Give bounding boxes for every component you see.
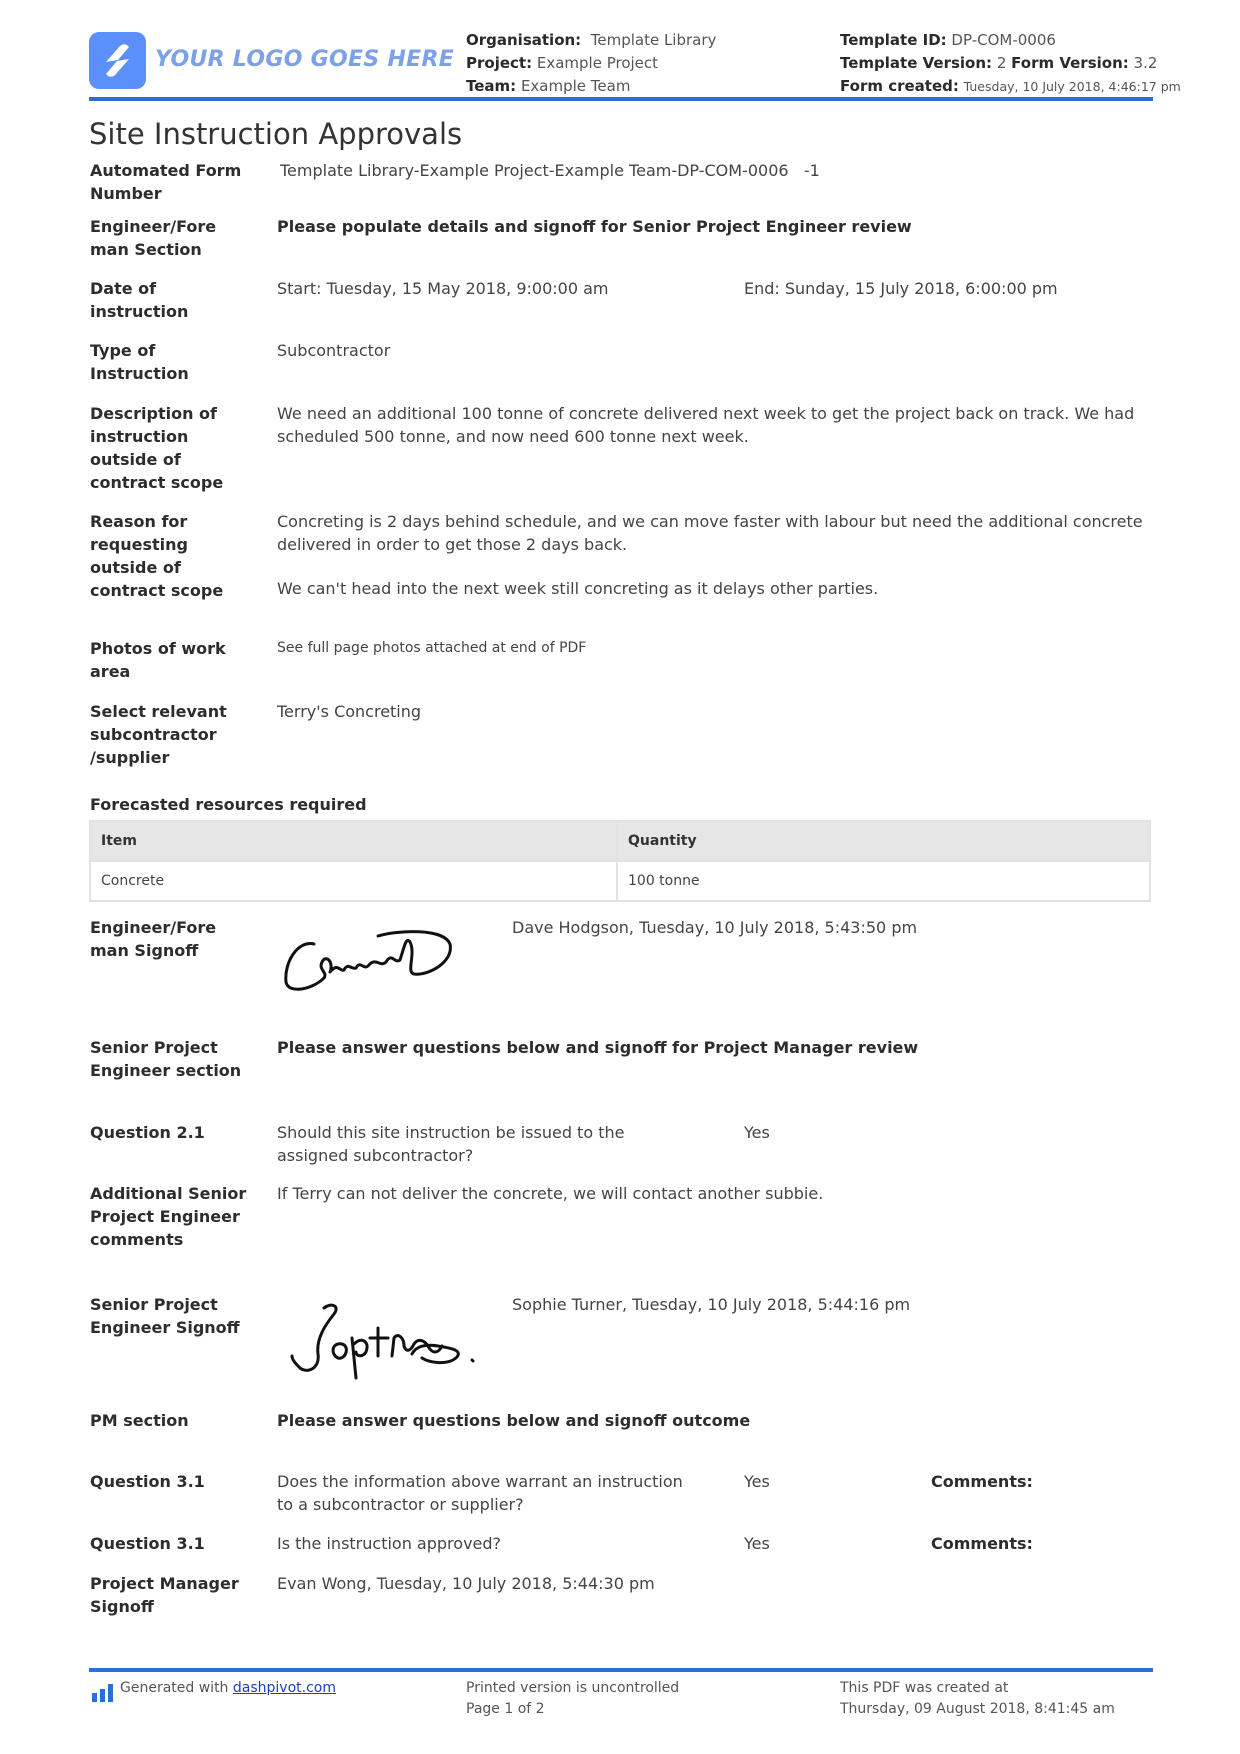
engineer-signoff-label: Engineer/Fore man Signoff (90, 918, 217, 960)
question-3-1b-comments-label: Comments: (931, 1534, 1033, 1553)
description-value: We need an additional 100 tonne of concrete delivered next week to get the project back on track. We had scheduled 500 tonne, and now need 600 tonne next week. (277, 404, 1135, 446)
senior-signoff-value: Sophie Turner, Tuesday, 10 July 2018, 5:44:16 pm (512, 1295, 911, 1314)
subcontractor-value: Terry's Concreting (277, 702, 422, 721)
pm-section-text: Please answer questions below and signoff outcome (277, 1411, 751, 1430)
question-3-1-comments-label: Comments: (931, 1472, 1033, 1491)
footer-divider (89, 1668, 1153, 1672)
question-3-1b-text: Is the instruction approved? (277, 1534, 502, 1553)
dashpivot-icon (91, 1683, 115, 1703)
engineer-section-text: Please populate details and signoff for Senior Project Engineer review (277, 217, 912, 236)
column-header-quantity: Quantity (617, 821, 1150, 861)
additional-comments-value: If Terry can not deliver the concrete, we will contact another subbie. (277, 1184, 824, 1203)
table-cell-item: Concrete (90, 861, 617, 901)
form-created-value: Tuesday, 10 July 2018, 4:46:17 pm (963, 79, 1181, 94)
footer-uncontrolled: Printed version is uncontrolled (466, 1680, 680, 1696)
footer-right (840, 1678, 1115, 1720)
footer-page-number: Page 1 of 2 (466, 1701, 545, 1717)
footer-generated-prefix: Generated with (120, 1680, 229, 1696)
footer-pdf-created-label: This PDF was created at (840, 1680, 1009, 1696)
header-divider (89, 97, 1153, 101)
organisation-label: Organisation: (466, 31, 582, 49)
project-value: Example Project (536, 54, 659, 72)
engineer-signature-image (278, 922, 458, 1002)
reason-paragraph-1: Concreting is 2 days behind schedule, and we can move faster with labour but need the additional concrete delivered in order to get those 2 days back. (277, 512, 1143, 554)
logo-text: YOUR LOGO GOES HERE (155, 47, 455, 72)
date-start-value: Start: Tuesday, 15 May 2018, 9:00:00 am (277, 279, 609, 298)
form-version-label: Form Version: (1011, 54, 1129, 72)
organisation-value: Template Library (590, 31, 717, 49)
template-version-value: 2 (996, 54, 1007, 72)
dashpivot-link[interactable]: dashpivot.com (232, 1680, 336, 1696)
question-3-1b-answer: Yes (744, 1534, 770, 1553)
team-value: Example Team (520, 77, 631, 95)
pm-signoff-label: Project Manager Signoff (90, 1574, 239, 1616)
form-version-value: 3.2 (1133, 54, 1158, 72)
footer-center (466, 1678, 679, 1720)
resources-title: Forecasted resources required (90, 795, 367, 814)
footer-generated (120, 1678, 336, 1699)
column-header-item: Item (90, 821, 617, 861)
pm-signoff-value: Evan Wong, Tuesday, 10 July 2018, 5:44:30 pm (277, 1574, 655, 1593)
pm-section-label: PM section (90, 1411, 189, 1430)
header-meta-left (466, 29, 716, 98)
form-number-label: Automated Form Number (90, 161, 242, 203)
table-header-row (90, 821, 1150, 861)
table-row (90, 861, 1150, 901)
additional-comments-label: Additional Senior Project Engineer comments (90, 1184, 247, 1249)
footer-pdf-created-value: Thursday, 09 August 2018, 8:41:45 am (840, 1701, 1115, 1717)
template-id-value: DP-COM-0006 (951, 31, 1056, 49)
type-label: Type of Instruction (90, 341, 189, 383)
resources-table (89, 820, 1151, 902)
question-3-1-label: Question 3.1 (90, 1472, 205, 1491)
form-created-label: Form created: (840, 77, 959, 95)
question-2-1-answer: Yes (744, 1123, 770, 1142)
header-meta-right (840, 29, 1181, 98)
logo-icon (89, 32, 146, 89)
page-title: Site Instruction Approvals (89, 117, 463, 151)
description-label: Description of instruction outside of contract scope (90, 404, 224, 492)
engineer-section-label: Engineer/Fore man Section (90, 217, 217, 259)
senior-section-text: Please answer questions below and signoff for Project Manager review (277, 1038, 919, 1057)
photos-label: Photos of work area (90, 639, 226, 681)
table-cell-quantity: 100 tonne (617, 861, 1150, 901)
engineer-signoff-value: Dave Hodgson, Tuesday, 10 July 2018, 5:43:50 pm (512, 918, 918, 937)
photos-value: See full page photos attached at end of PDF (277, 640, 587, 656)
form-number-value: Template Library-Example Project-Example Team-DP-COM-0006 -1 (280, 161, 820, 180)
question-3-1-text: Does the information above warrant an instruction to a subcontractor or supplier? (277, 1472, 683, 1514)
senior-signature-image (288, 1298, 478, 1388)
date-label: Date of instruction (90, 279, 189, 321)
template-version-label: Template Version: (840, 54, 993, 72)
type-value: Subcontractor (277, 341, 391, 360)
question-3-1b-label: Question 3.1 (90, 1534, 205, 1553)
template-id-label: Template ID: (840, 31, 947, 49)
date-end-value: End: Sunday, 15 July 2018, 6:00:00 pm (744, 279, 1058, 298)
project-label: Project: (466, 54, 533, 72)
question-2-1-text: Should this site instruction be issued to the assigned subcontractor? (277, 1123, 625, 1165)
senior-section-label: Senior Project Engineer section (90, 1038, 242, 1080)
reason-label: Reason for requesting outside of contract scope (90, 512, 224, 600)
senior-signoff-label: Senior Project Engineer Signoff (90, 1295, 240, 1337)
team-label: Team: (466, 77, 517, 95)
question-2-1-label: Question 2.1 (90, 1123, 205, 1142)
reason-paragraph-2: We can't head into the next week still concreting as it delays other parties. (277, 579, 879, 598)
subcontractor-label: Select relevant subcontractor /supplier (90, 702, 227, 767)
question-3-1-answer: Yes (744, 1472, 770, 1491)
